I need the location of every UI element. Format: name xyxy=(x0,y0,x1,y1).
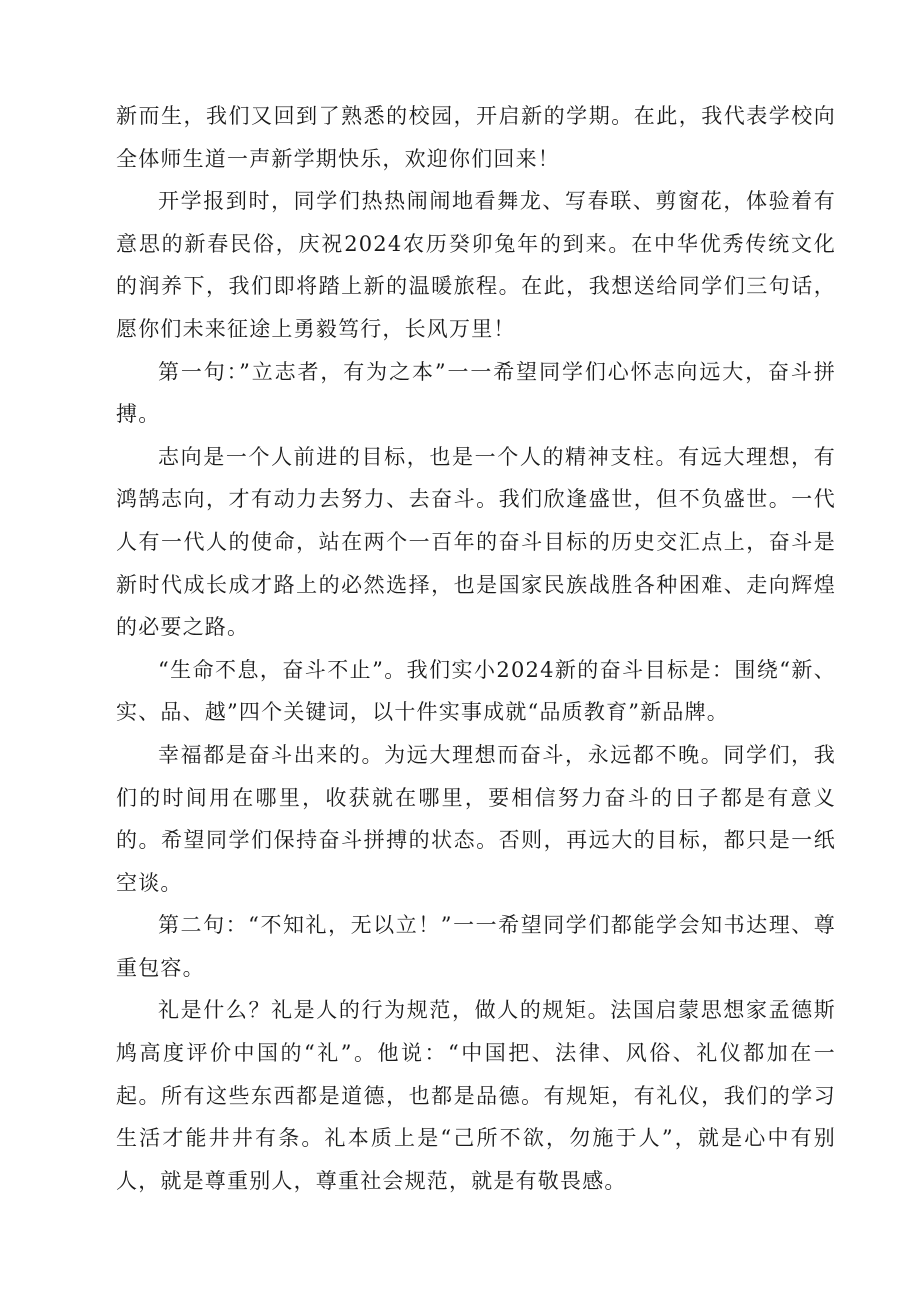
paragraph-8: 礼是什么？礼是人的行为规范，做人的规矩。法国启蒙思想家孟德斯鸠高度评价中国的“礼”。他说：“中国把、法律、风俗、礼仪都加在一起。所有这些东西都是道德，也都是品德。有规矩，有礼仪，我们的学习生活才能井井有条。礼本质上是“己所不欲，勿施于人”，就是心中有别人，就是尊重别人，尊重社会规范，就是有敬畏感。 xyxy=(116,998,836,1193)
paragraph-2: 开学报到时，同学们热热闹闹地看舞龙、写春联、剪窗花，体验着有意思的新春民俗，庆祝2024农历癸卯兔年的到来。在中华优秀传统文化的润养下，我们即将踏上新的温暖旅程。在此，我想送给同学们三句话，愿你们未来征途上勇毅笃行，长风万里！ xyxy=(116,189,836,341)
paragraph-5: “生命不息，奋斗不止”。我们实小2024新的奋斗目标是：围绕“新、实、品、越”四个关键词，以十件实事成就“品质教育”新品牌。 xyxy=(116,657,836,725)
paragraph-4: 志向是一个人前进的目标，也是一个人的精神支柱。有远大理想，有鸿鹄志向，才有动力去努力、去奋斗。我们欣逢盛世，但不负盛世。一代人有一代人的使命，站在两个一百年的奋斗目标的历史交汇点上，奋斗是新时代成长成才路上的必然选择，也是国家民族战胜各种困难、走向辉煌的必要之路。 xyxy=(116,444,836,640)
paragraph-1: 新而生，我们又回到了熟悉的校园，开启新的学期。在此，我代表学校向全体师生道一声新学期快乐，欢迎你们回来！ xyxy=(116,104,836,171)
paragraph-3: 第一句：”立志者，有为之本”一一希望同学们心怀志向远大，奋斗拼搏。 xyxy=(116,359,836,427)
paragraph-7: 第二句：“不知礼，无以立！”一一希望同学们都能学会知书达理、尊重包容。 xyxy=(116,913,836,980)
paragraph-6: 幸福都是奋斗出来的。为远大理想而奋斗，永远都不晚。同学们，我们的时间用在哪里，收获就在哪里，要相信努力奋斗的日子都是有意义的。希望同学们保持奋斗拼搏的状态。否则，再远大的目标，都只是一纸空谈。 xyxy=(116,742,836,895)
document-body xyxy=(116,95,836,1202)
